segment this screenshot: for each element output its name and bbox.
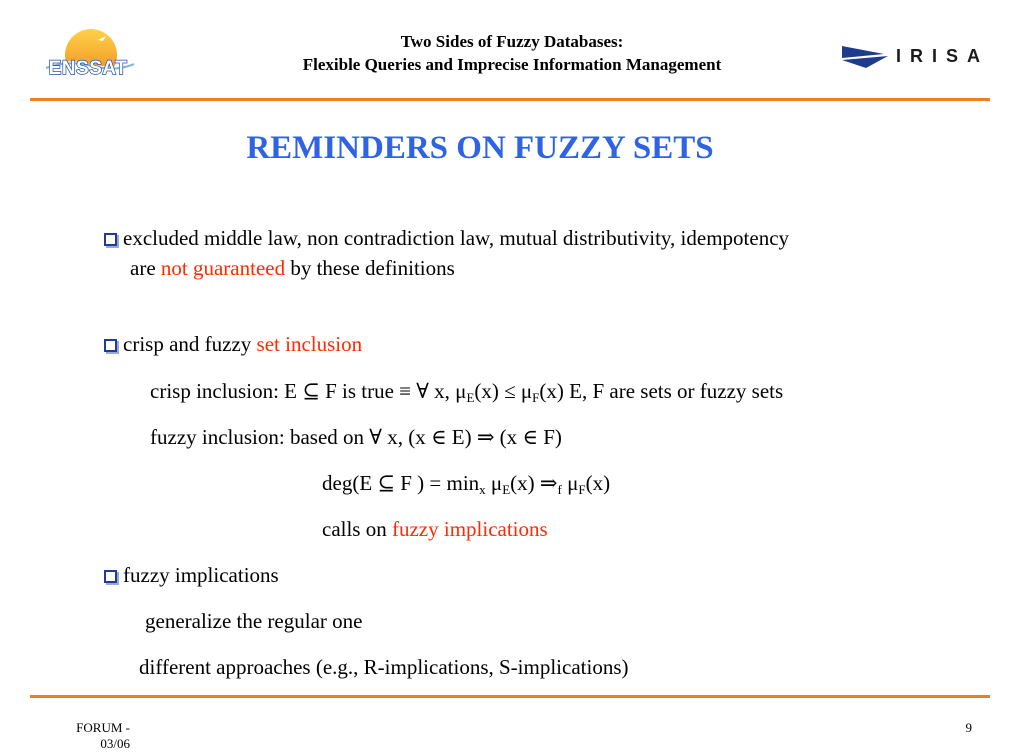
bullet-1-line1: excluded middle law, non contradiction law, mutual distributivity, idempotency bbox=[123, 226, 790, 250]
enssat-logo-text: ENSSAT bbox=[48, 58, 128, 79]
checkbox-bullet-icon bbox=[104, 570, 117, 583]
crisp-inclusion-part: (x) E, F are sets or fuzzy sets bbox=[539, 379, 784, 403]
footer-divider bbox=[30, 695, 990, 698]
bullet-1-continuation bbox=[130, 255, 455, 281]
bullet-2-text: crisp and fuzzy bbox=[123, 332, 257, 356]
page-number: 9 bbox=[965, 720, 972, 735]
subscript: F bbox=[578, 482, 586, 497]
bullet-3-sub-1: generalize the regular one bbox=[145, 609, 363, 633]
fuzzy-inclusion-line: fuzzy inclusion: based on ∀ x, (x ∈ E) ⇒ (x ∈ F) bbox=[150, 425, 562, 449]
header-divider bbox=[30, 98, 990, 101]
header-title-line2: Flexible Queries and Imprecise Information Management bbox=[302, 55, 722, 74]
bullet-1-highlight: not guaranteed bbox=[160, 256, 286, 280]
footer-label bbox=[70, 720, 130, 752]
subscript: f bbox=[557, 482, 562, 497]
irisa-logo-text: IRISA bbox=[896, 46, 990, 66]
checkbox-bullet-icon bbox=[104, 233, 117, 246]
bullet-3 bbox=[104, 562, 279, 588]
irisa-logo-graphic bbox=[842, 44, 890, 70]
calls-on-line bbox=[322, 516, 548, 542]
irisa-logo bbox=[842, 44, 992, 72]
formula-part: (x) ⇒ bbox=[510, 471, 558, 495]
calls-on-text: calls on bbox=[322, 517, 392, 541]
crisp-inclusion-part: (x) ≤ μ bbox=[474, 379, 533, 403]
formula-part: μ bbox=[485, 471, 503, 495]
footer-label-line2: 03/06 bbox=[100, 736, 130, 751]
header-title-line1: Two Sides of Fuzzy Databases: bbox=[400, 32, 624, 51]
bullet-3-sub-2: different approaches (e.g., R-implications, S-implications) bbox=[139, 655, 629, 679]
degree-formula-line bbox=[322, 470, 610, 496]
bullet-1-line2-pre: are bbox=[130, 256, 161, 280]
formula-part: (x) bbox=[585, 471, 611, 495]
crisp-inclusion-line bbox=[150, 378, 783, 404]
formula-part: deg(E ⊆ F ) = min bbox=[322, 471, 480, 495]
bullet-1-line2-post: by these definitions bbox=[285, 256, 455, 280]
bullet-2 bbox=[104, 331, 362, 357]
footer-label-line1: FORUM - bbox=[76, 720, 130, 735]
subscript: F bbox=[532, 390, 540, 405]
slide-title: REMINDERS ON FUZZY SETS bbox=[246, 130, 714, 166]
bullet-2-highlight: set inclusion bbox=[256, 332, 363, 356]
subscript: E bbox=[502, 482, 511, 497]
subscript: E bbox=[466, 390, 475, 405]
checkbox-bullet-icon bbox=[104, 339, 117, 352]
subscript: x bbox=[479, 482, 486, 497]
calls-on-highlight: fuzzy implications bbox=[391, 517, 548, 541]
formula-part: μ bbox=[561, 471, 579, 495]
crisp-inclusion-part: crisp inclusion: E ⊆ F is true ≡ ∀ x, μ bbox=[150, 379, 467, 403]
bullet-3-text: fuzzy implications bbox=[123, 563, 279, 587]
bullet-1 bbox=[104, 225, 789, 251]
